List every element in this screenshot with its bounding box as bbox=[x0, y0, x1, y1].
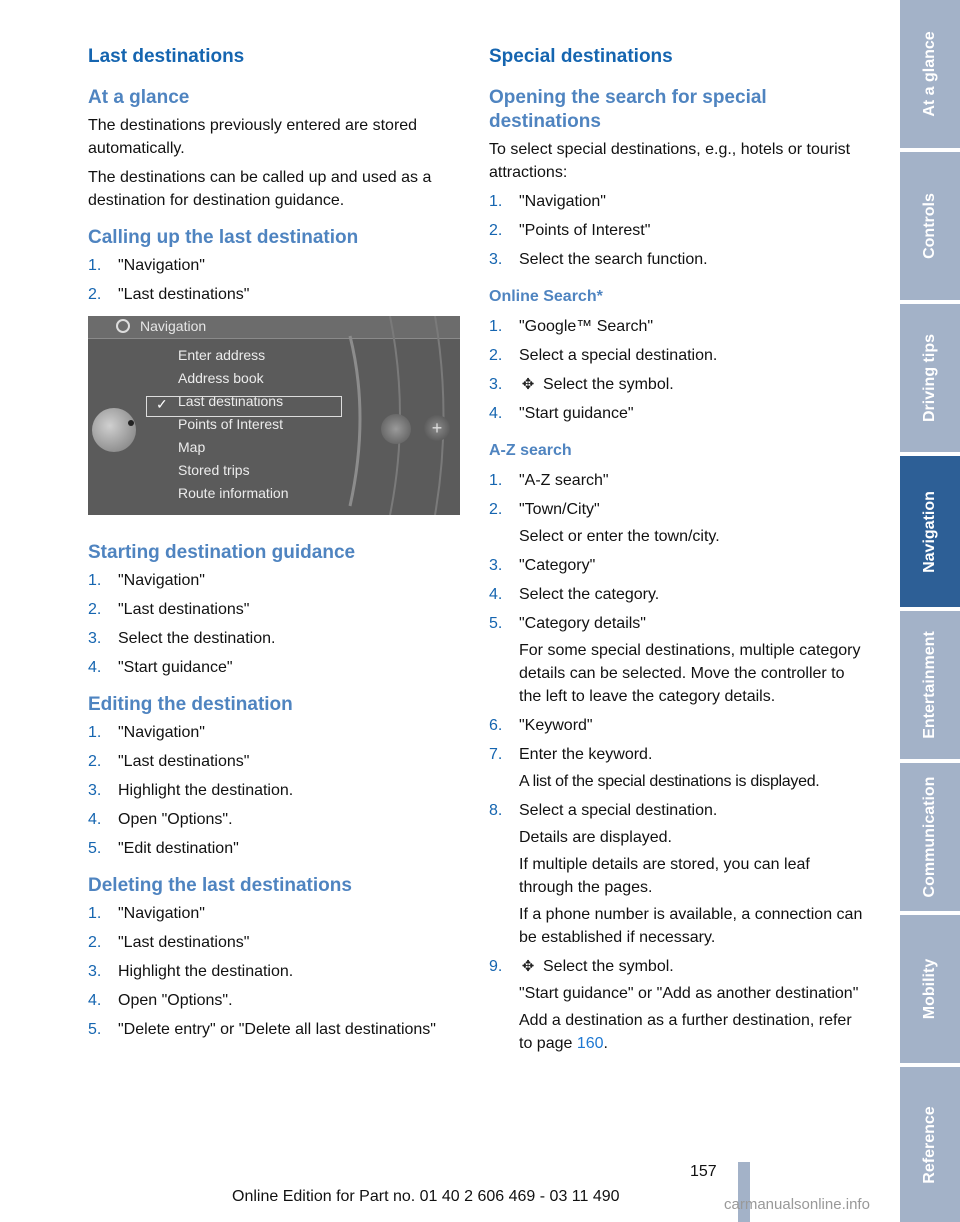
list-item: 8. Select a special destination. Details are displayed. If multiple details are stored, you can leaf through the pages. If a phone number is available, a connection can be established if necessary. bbox=[489, 802, 863, 946]
section-title-special-destinations: Special destinations bbox=[489, 46, 673, 67]
list-item: 5. "Edit destination" bbox=[88, 840, 239, 857]
heading-calling-up: Calling up the last destination bbox=[88, 227, 359, 248]
list-item: 4. Open "Options". bbox=[88, 811, 233, 828]
list-item: 1. "Navigation" bbox=[489, 193, 606, 210]
list-item: 7. Enter the keyword. A list of the special destinations is displayed. bbox=[489, 746, 820, 790]
list-item: 2. "Points of Interest" bbox=[489, 222, 651, 239]
paragraph: The destinations can be called up and used as a destination for destination guidance. bbox=[88, 169, 432, 209]
list-item: 9. ✥ Select the symbol. "Start guidance" or "Add as another destination" Add a destination as a further destination, refer to page 160. bbox=[489, 955, 864, 1055]
menu-item[interactable]: Enter address bbox=[178, 347, 266, 363]
menu-item[interactable]: Stored trips bbox=[178, 462, 250, 478]
controller-symbol-icon: ✥ bbox=[521, 958, 535, 975]
footer-bar bbox=[738, 1162, 750, 1222]
list-item: 3. ✥ Select the symbol. bbox=[489, 373, 864, 396]
steps-starting bbox=[88, 569, 460, 679]
list-item: 1. "Navigation" bbox=[88, 572, 205, 589]
steps-az-search bbox=[489, 469, 864, 1055]
tab-controls[interactable]: Controls bbox=[900, 152, 960, 300]
menu-item[interactable]: Map bbox=[178, 439, 206, 455]
checkmark-icon: ✓ bbox=[156, 396, 168, 412]
chapter-tabs bbox=[900, 0, 960, 1222]
map-button-icon bbox=[381, 414, 411, 444]
list-item: 4. Open "Options". bbox=[88, 992, 233, 1009]
list-item: 2. "Town/City" Select or enter the town/city. bbox=[489, 501, 720, 545]
list-item: 3. Highlight the destination. bbox=[88, 782, 294, 799]
menu-item-selected[interactable]: Last destinations bbox=[178, 393, 284, 409]
list-item: 1. "Navigation" bbox=[88, 257, 205, 274]
right-column bbox=[489, 44, 864, 1061]
heading-at-a-glance: At a glance bbox=[88, 87, 190, 108]
tab-communication[interactable]: Communication bbox=[900, 763, 960, 911]
heading-starting: Starting destination guidance bbox=[88, 542, 356, 563]
steps-deleting bbox=[88, 902, 460, 1041]
heading-opening-search: Opening the search for special destinations bbox=[489, 87, 767, 132]
list-item: 6. "Keyword" bbox=[489, 717, 593, 734]
list-item: 2. "Last destinations" bbox=[88, 601, 250, 618]
list-item: 2. Select a special destination. bbox=[489, 347, 718, 364]
screen-title: Navigation bbox=[140, 318, 207, 334]
menu-item[interactable]: Route information bbox=[178, 485, 289, 501]
list-item: 2. "Last destinations" bbox=[88, 286, 250, 303]
steps-online-search bbox=[489, 315, 864, 425]
selection-highlight bbox=[146, 396, 342, 417]
tab-reference[interactable]: Reference bbox=[900, 1067, 960, 1222]
tab-navigation[interactable]: Navigation bbox=[900, 456, 960, 607]
page-number: 157 bbox=[690, 1163, 717, 1180]
plus-icon: + bbox=[424, 415, 450, 441]
list-item: 3. Highlight the destination. bbox=[88, 963, 294, 980]
section-title-last-destinations: Last destinations bbox=[88, 46, 245, 67]
list-item: 4. Select the category. bbox=[489, 586, 660, 603]
tab-mobility[interactable]: Mobility bbox=[900, 915, 960, 1063]
list-item: 5. "Category details" For some special destinations, multiple category details can be selected. Move the controller to the left to leave the category details. bbox=[489, 615, 861, 705]
controller-knob-icon bbox=[92, 408, 136, 452]
list-item: 3. Select the search function. bbox=[489, 251, 708, 268]
list-item: 1. "A-Z search" bbox=[489, 472, 609, 489]
list-item: 3. "Category" bbox=[489, 557, 596, 574]
page-link[interactable]: 160 bbox=[576, 1035, 604, 1052]
menu-item[interactable]: Points of Interest bbox=[178, 416, 284, 432]
watermark: carmanualsonline.info bbox=[724, 1196, 870, 1213]
navigation-icon bbox=[116, 319, 130, 333]
edition-footer: Online Edition for Part no. 01 40 2 606 469 - 03 11 490 bbox=[232, 1188, 620, 1205]
list-item: 2. "Last destinations" bbox=[88, 753, 250, 770]
heading-online-search: Online Search* bbox=[489, 288, 603, 305]
screen-menu bbox=[178, 344, 289, 505]
paragraph: The destinations previously entered are stored automatically. bbox=[88, 117, 418, 157]
left-column bbox=[88, 44, 460, 1047]
list-item: 4. "Start guidance" bbox=[88, 659, 233, 676]
pointer-dot bbox=[128, 420, 134, 426]
menu-item[interactable]: Address book bbox=[178, 370, 264, 386]
controller-symbol-icon: ✥ bbox=[521, 376, 535, 393]
list-item: 3. Select the destination. bbox=[88, 630, 276, 647]
tab-driving-tips[interactable]: Driving tips bbox=[900, 304, 960, 452]
steps-editing bbox=[88, 721, 460, 860]
list-item: 1. "Navigation" bbox=[88, 905, 205, 922]
tab-at-a-glance[interactable]: At a glance bbox=[900, 0, 960, 148]
list-item: 1. "Navigation" bbox=[88, 724, 205, 741]
heading-deleting: Deleting the last destinations bbox=[88, 875, 352, 896]
steps-opening bbox=[489, 190, 864, 271]
heading-editing: Editing the destination bbox=[88, 694, 293, 715]
heading-az-search: A-Z search bbox=[489, 442, 572, 459]
tab-entertainment[interactable]: Entertainment bbox=[900, 611, 960, 759]
paragraph: To select special destinations, e.g., hotels or tourist attractions: bbox=[489, 141, 851, 181]
list-item: 1. "Google™ Search" bbox=[489, 318, 654, 335]
list-item: 4. "Start guidance" bbox=[489, 405, 634, 422]
list-item: 2. "Last destinations" bbox=[88, 934, 250, 951]
list-item: 5. "Delete entry" or "Delete all last destinations" bbox=[88, 1021, 436, 1038]
steps-calling-up bbox=[88, 254, 460, 306]
idrive-screen-image bbox=[88, 316, 460, 515]
